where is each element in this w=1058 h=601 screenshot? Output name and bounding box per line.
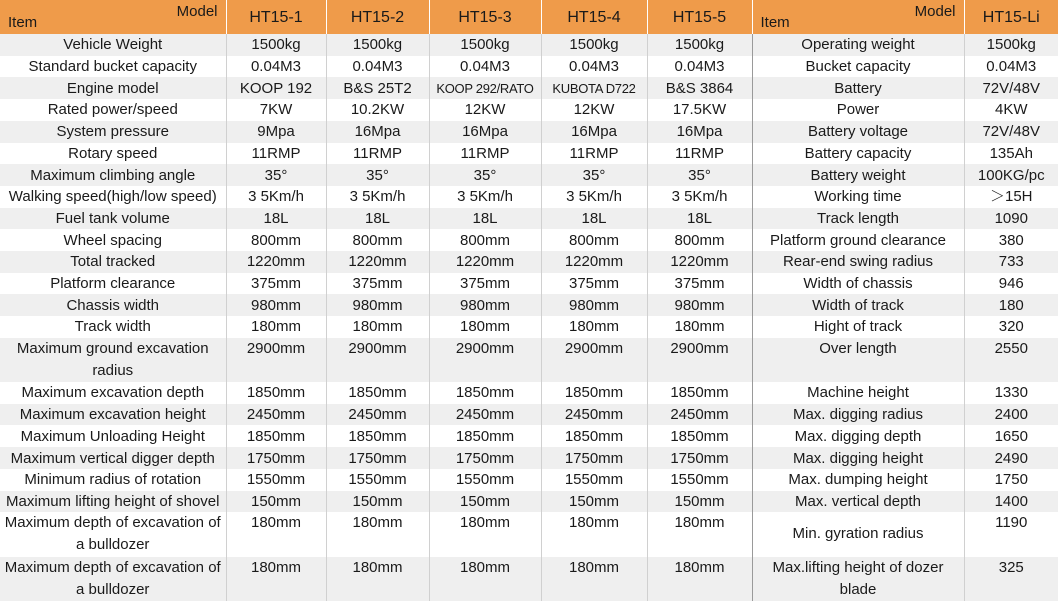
spec-value: 1750mm — [226, 447, 326, 469]
header-model: HT15-4 — [541, 0, 647, 34]
spec-value: 0.04M3 — [326, 56, 429, 78]
li-item-label: Battery capacity — [752, 143, 964, 165]
spec-value: 0.04M3 — [226, 56, 326, 78]
spec-value: 150mm — [541, 491, 647, 513]
spec-value: KUBOTA D722 — [541, 77, 647, 99]
spec-value: 0.04M3 — [429, 56, 541, 78]
spec-value: 1220mm — [326, 251, 429, 273]
spec-value: 1750mm — [326, 447, 429, 469]
spec-value: 3 5Km/h — [326, 186, 429, 208]
spec-value: 1220mm — [647, 251, 752, 273]
spec-value: 375mm — [647, 273, 752, 295]
item-label: Wheel spacing — [0, 229, 226, 251]
table-row — [0, 425, 1058, 447]
li-item-label: Max. dumping height — [752, 469, 964, 491]
item-label: Minimum radius of rotation — [0, 469, 226, 491]
spec-value: 18L — [226, 208, 326, 230]
table-row — [0, 382, 1058, 404]
header-corner — [0, 0, 226, 34]
li-spec-value: 1500kg — [964, 34, 1058, 56]
item-label: System pressure — [0, 121, 226, 143]
spec-value: 1500kg — [226, 34, 326, 56]
spec-value: 980mm — [429, 294, 541, 316]
spec-value: 1550mm — [429, 469, 541, 491]
spec-value: 1500kg — [647, 34, 752, 56]
li-item-label: Bucket capacity — [752, 56, 964, 78]
spec-value: KOOP 292/RATO — [429, 77, 541, 99]
li-item-label: Rear-end swing radius — [752, 251, 964, 273]
li-spec-value: 733 — [964, 251, 1058, 273]
li-item-label: Max. digging height — [752, 447, 964, 469]
table-row — [0, 469, 1058, 491]
spec-value: 1220mm — [429, 251, 541, 273]
item-label: Maximum vertical digger depth — [0, 447, 226, 469]
header-row — [0, 0, 1058, 34]
spec-value: 2450mm — [326, 404, 429, 426]
header-corner-li — [752, 0, 964, 34]
spec-value: 35° — [541, 164, 647, 186]
item-label: Maximum depth of excavation of a bulldozer — [0, 512, 226, 556]
spec-value: 11RMP — [326, 143, 429, 165]
spec-value: 3 5Km/h — [541, 186, 647, 208]
li-spec-value: 1650 — [964, 425, 1058, 447]
spec-value: 1750mm — [429, 447, 541, 469]
li-item-label: Power — [752, 99, 964, 121]
spec-value: 0.04M3 — [541, 56, 647, 78]
li-spec-value: 0.04M3 — [964, 56, 1058, 78]
li-spec-value: 1750 — [964, 469, 1058, 491]
spec-value: 980mm — [326, 294, 429, 316]
li-spec-value: 180 — [964, 294, 1058, 316]
item-label: Standard bucket capacity — [0, 56, 226, 78]
spec-value: 7KW — [226, 99, 326, 121]
spec-value: 35° — [647, 164, 752, 186]
spec-value: 1500kg — [326, 34, 429, 56]
item-label: Maximum excavation depth — [0, 382, 226, 404]
spec-value: 2900mm — [541, 338, 647, 382]
table-row — [0, 404, 1058, 426]
li-item-label: Max. digging depth — [752, 425, 964, 447]
header-item-label: Item — [8, 14, 38, 31]
spec-value: 2450mm — [226, 404, 326, 426]
li-spec-value: 135Ah — [964, 143, 1058, 165]
spec-value: 35° — [326, 164, 429, 186]
spec-value: 35° — [429, 164, 541, 186]
table-row — [0, 294, 1058, 316]
spec-value: 18L — [326, 208, 429, 230]
header-model: HT15-1 — [226, 0, 326, 34]
li-spec-value: 100KG/pc — [964, 164, 1058, 186]
spec-value: 1500kg — [429, 34, 541, 56]
table-row — [0, 491, 1058, 513]
item-label: Maximum excavation height — [0, 404, 226, 426]
spec-value: 1850mm — [541, 425, 647, 447]
spec-value: 180mm — [226, 557, 326, 601]
table-row — [0, 99, 1058, 121]
header-model-label: Model — [176, 3, 218, 20]
spec-value: 150mm — [226, 491, 326, 513]
li-spec-value: 4KW — [964, 99, 1058, 121]
li-spec-value: 1190 — [964, 512, 1058, 556]
spec-value: 1850mm — [226, 425, 326, 447]
spec-value: 35° — [226, 164, 326, 186]
spec-value: 11RMP — [226, 143, 326, 165]
spec-value: 180mm — [541, 512, 647, 556]
spec-value: 180mm — [647, 557, 752, 601]
table-row — [0, 512, 1058, 556]
spec-value: 375mm — [429, 273, 541, 295]
header-model: HT15-5 — [647, 0, 752, 34]
spec-value: 180mm — [326, 316, 429, 338]
table-row — [0, 164, 1058, 186]
spec-value: 1850mm — [326, 425, 429, 447]
li-spec-value: 1330 — [964, 382, 1058, 404]
spec-value: B&S 25T2 — [326, 77, 429, 99]
item-label: Total tracked — [0, 251, 226, 273]
li-spec-value: 2400 — [964, 404, 1058, 426]
li-spec-value: 320 — [964, 316, 1058, 338]
table-row — [0, 229, 1058, 251]
spec-value: 1550mm — [647, 469, 752, 491]
spec-value: 980mm — [541, 294, 647, 316]
li-item-label: Working time — [752, 186, 964, 208]
spec-value: 180mm — [429, 512, 541, 556]
table-row — [0, 251, 1058, 273]
table-row — [0, 338, 1058, 382]
spec-value: 1220mm — [541, 251, 647, 273]
spec-value: B&S 3864 — [647, 77, 752, 99]
li-item-label: Battery — [752, 77, 964, 99]
spec-value: 3 5Km/h — [226, 186, 326, 208]
item-label: Track width — [0, 316, 226, 338]
spec-value: 1550mm — [226, 469, 326, 491]
li-spec-value: 72V/48V — [964, 77, 1058, 99]
li-item-label: Over length — [752, 338, 964, 382]
li-item-label: Width of track — [752, 294, 964, 316]
header-li-item-label: Item — [760, 14, 790, 31]
spec-body — [0, 34, 1058, 601]
table-row — [0, 56, 1058, 78]
li-item-label: Min. gyration radius — [752, 512, 964, 556]
spec-value: 1850mm — [429, 425, 541, 447]
spec-value: 2900mm — [226, 338, 326, 382]
spec-value: 180mm — [541, 316, 647, 338]
spec-value: 800mm — [541, 229, 647, 251]
spec-value: 180mm — [429, 557, 541, 601]
table-row — [0, 316, 1058, 338]
table-row — [0, 77, 1058, 99]
spec-value: 1750mm — [541, 447, 647, 469]
item-label: Maximum ground excavation radius — [0, 338, 226, 382]
spec-value: 18L — [429, 208, 541, 230]
item-label: Rotary speed — [0, 143, 226, 165]
spec-value: 12KW — [541, 99, 647, 121]
header-li-model: HT15-Li — [964, 0, 1058, 34]
li-spec-value: 380 — [964, 229, 1058, 251]
spec-value: 2450mm — [647, 404, 752, 426]
spec-value: 1850mm — [647, 382, 752, 404]
spec-value: 11RMP — [541, 143, 647, 165]
table-row — [0, 273, 1058, 295]
spec-value: 11RMP — [429, 143, 541, 165]
li-item-label: Max.lifting height of dozer blade — [752, 557, 964, 601]
spec-value: 180mm — [226, 512, 326, 556]
spec-value: 1850mm — [647, 425, 752, 447]
table-row — [0, 121, 1058, 143]
item-label: Maximum Unloading Height — [0, 425, 226, 447]
spec-value: 375mm — [226, 273, 326, 295]
spec-value: 180mm — [226, 316, 326, 338]
li-item-label: Max. vertical depth — [752, 491, 964, 513]
spec-value: 1500kg — [541, 34, 647, 56]
spec-value: 980mm — [226, 294, 326, 316]
header-model: HT15-3 — [429, 0, 541, 34]
spec-value: 180mm — [326, 557, 429, 601]
spec-value: 150mm — [429, 491, 541, 513]
spec-value: 2450mm — [429, 404, 541, 426]
spec-value: 12KW — [429, 99, 541, 121]
li-spec-value: 2490 — [964, 447, 1058, 469]
li-item-label: Platform ground clearance — [752, 229, 964, 251]
li-spec-value: 325 — [964, 557, 1058, 601]
spec-value: 10.2KW — [326, 99, 429, 121]
li-item-label: Hight of track — [752, 316, 964, 338]
li-item-label: Machine height — [752, 382, 964, 404]
item-label: Fuel tank volume — [0, 208, 226, 230]
spec-value: 17.5KW — [647, 99, 752, 121]
spec-value: 1850mm — [226, 382, 326, 404]
spec-value: 180mm — [647, 316, 752, 338]
spec-value: 2900mm — [429, 338, 541, 382]
spec-value: KOOP 192 — [226, 77, 326, 99]
header-model: HT15-2 — [326, 0, 429, 34]
spec-value: 16Mpa — [429, 121, 541, 143]
spec-value: 980mm — [647, 294, 752, 316]
li-spec-value: 946 — [964, 273, 1058, 295]
item-label: Engine model — [0, 77, 226, 99]
spec-value: 3 5Km/h — [429, 186, 541, 208]
spec-value: 150mm — [647, 491, 752, 513]
spec-value: 2900mm — [326, 338, 429, 382]
li-spec-value: 1400 — [964, 491, 1058, 513]
spec-value: 375mm — [541, 273, 647, 295]
spec-value: 9Mpa — [226, 121, 326, 143]
li-spec-value: 2550 — [964, 338, 1058, 382]
spec-value: 16Mpa — [326, 121, 429, 143]
li-item-label: Battery voltage — [752, 121, 964, 143]
spec-value: 2900mm — [647, 338, 752, 382]
spec-value: 3 5Km/h — [647, 186, 752, 208]
spec-value: 18L — [541, 208, 647, 230]
table-row — [0, 186, 1058, 208]
spec-value: 1550mm — [326, 469, 429, 491]
spec-value: 2450mm — [541, 404, 647, 426]
spec-value: 1550mm — [541, 469, 647, 491]
li-item-label: Width of chassis — [752, 273, 964, 295]
spec-value: 180mm — [429, 316, 541, 338]
spec-value: 180mm — [326, 512, 429, 556]
item-label: Maximum climbing angle — [0, 164, 226, 186]
spec-value: 1850mm — [429, 382, 541, 404]
spec-value: 150mm — [326, 491, 429, 513]
li-spec-value: 1090 — [964, 208, 1058, 230]
li-item-label: Track length — [752, 208, 964, 230]
spec-value: 800mm — [226, 229, 326, 251]
spec-value: 180mm — [647, 512, 752, 556]
spec-value: 16Mpa — [647, 121, 752, 143]
spec-value: 0.04M3 — [647, 56, 752, 78]
li-item-label: Operating weight — [752, 34, 964, 56]
spec-value: 1850mm — [326, 382, 429, 404]
table-row — [0, 447, 1058, 469]
li-item-label: Max. digging radius — [752, 404, 964, 426]
table-row — [0, 208, 1058, 230]
item-label: Walking speed(high/low speed) — [0, 186, 226, 208]
spec-value: 16Mpa — [541, 121, 647, 143]
item-label: Maximum depth of excavation of a bulldozer — [0, 557, 226, 601]
li-spec-value: ＞15H — [964, 186, 1058, 208]
table-row — [0, 34, 1058, 56]
li-item-label: Battery weight — [752, 164, 964, 186]
item-label: Platform clearance — [0, 273, 226, 295]
li-spec-value: 72V/48V — [964, 121, 1058, 143]
spec-value: 800mm — [647, 229, 752, 251]
spec-value: 11RMP — [647, 143, 752, 165]
spec-value: 1220mm — [226, 251, 326, 273]
table-row — [0, 143, 1058, 165]
item-label: Rated power/speed — [0, 99, 226, 121]
spec-value: 1750mm — [647, 447, 752, 469]
item-label: Vehicle Weight — [0, 34, 226, 56]
spec-value: 375mm — [326, 273, 429, 295]
spec-value: 800mm — [429, 229, 541, 251]
spec-value: 800mm — [326, 229, 429, 251]
item-label: Maximum lifting height of shovel — [0, 491, 226, 513]
table-row — [0, 557, 1058, 601]
spec-value: 18L — [647, 208, 752, 230]
item-label: Chassis width — [0, 294, 226, 316]
spec-value: 180mm — [541, 557, 647, 601]
header-li-model-label: Model — [914, 3, 956, 20]
spec-value: 1850mm — [541, 382, 647, 404]
